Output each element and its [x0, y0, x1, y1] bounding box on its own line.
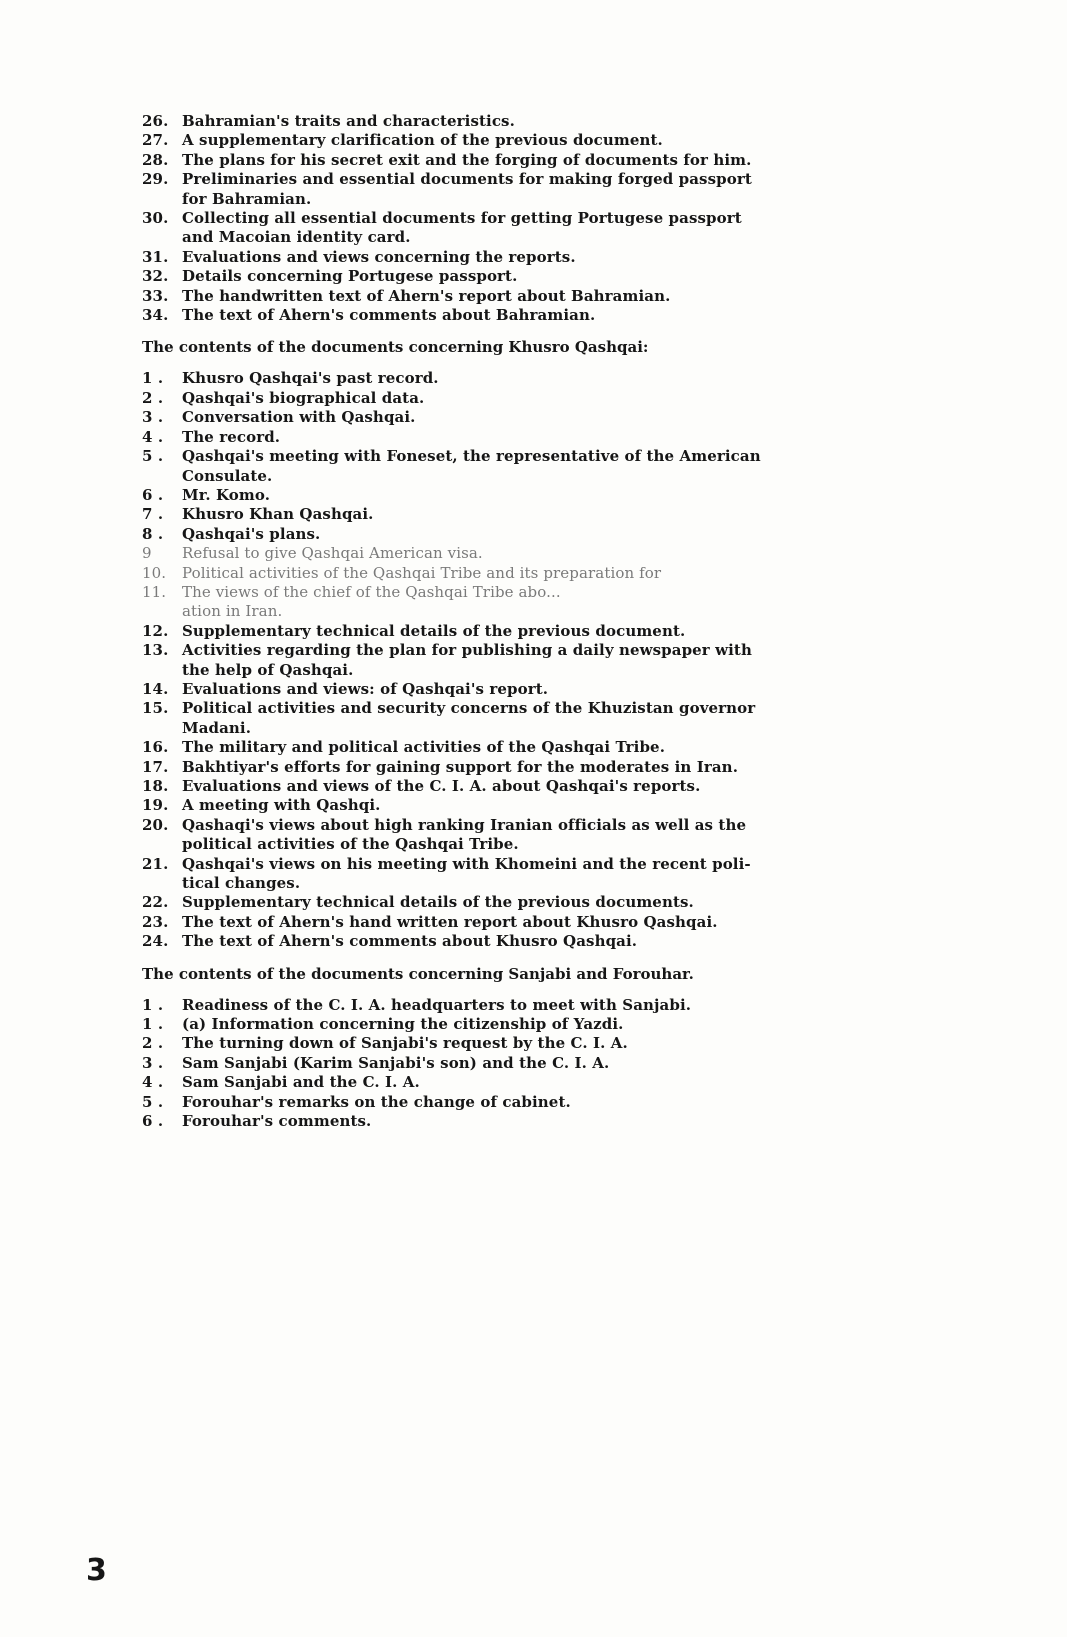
item-text: Qashqai's biographical data.	[182, 388, 425, 407]
list-item	[142, 796, 862, 815]
item-number: 26.	[142, 112, 169, 130]
item-number: 18.	[142, 777, 169, 795]
item-text: Refusal to give Qashqai American visa.	[182, 544, 483, 563]
list-item	[142, 408, 862, 427]
list-item	[142, 699, 862, 738]
item-number: 12.	[142, 621, 169, 640]
item-number: 32.	[142, 267, 169, 286]
list-item	[142, 267, 862, 286]
list-item	[142, 369, 862, 388]
item-text: Bahramian's traits and characteristics.	[182, 112, 515, 130]
list-item	[142, 131, 862, 150]
item-number: 13.	[142, 641, 169, 660]
list-item	[142, 738, 862, 757]
list-item	[142, 1034, 862, 1053]
list-bahramian	[142, 112, 862, 325]
item-text: Evaluations and views of the C. I. A. about Qashqai's reports.	[182, 777, 701, 795]
item-number: 24.	[142, 932, 169, 951]
heading-qashqai: The contents of the documents concerning Khusro Qashqai:	[142, 338, 649, 357]
item-number: 16.	[142, 738, 169, 757]
item-text: The handwritten text of Ahern's report about Bahramian.	[182, 286, 671, 305]
item-number: 2 .	[142, 388, 164, 407]
list-item	[142, 893, 862, 912]
item-number: 17.	[142, 757, 169, 776]
heading-sanjabi: The contents of the documents concerning Sanjabi and Forouhar.	[142, 964, 694, 983]
item-text: Evaluations and views: of Qashqai's report.	[182, 679, 549, 698]
item-text: Political activities and security concerns of the Khuzistan governor Madani.	[182, 699, 756, 737]
item-number: 5 .	[142, 447, 164, 466]
item-number: 8 .	[142, 524, 164, 543]
item-number: 28.	[142, 150, 169, 169]
item-text: Political activities of the Qashqai Tribe and its preparation for	[182, 563, 662, 582]
item-text: A supplementary clarification of the previous document.	[182, 131, 663, 150]
item-text: Khusro Qashqai's past record.	[182, 369, 439, 388]
item-text: Qashqai's plans.	[182, 524, 321, 543]
item-text: The text of Ahern's hand written report about Khusro Qashqai.	[182, 912, 718, 931]
item-text: Forouhar's comments.	[182, 1112, 372, 1131]
item-number: 3 .	[142, 1053, 164, 1072]
item-text: The military and political activities of the Qashqai Tribe.	[182, 738, 666, 757]
item-number: 1 .	[142, 995, 164, 1014]
list-item	[142, 287, 862, 306]
item-number: 1 .	[142, 1015, 164, 1034]
item-text: Bakhtiyar's efforts for gaining support for the moderates in Iran.	[182, 757, 739, 776]
item-number: 4 .	[142, 1073, 164, 1092]
item-text: The turning down of Sanjabi's request by the C. I. A.	[182, 1034, 628, 1053]
list-item	[142, 544, 862, 563]
item-text: Sam Sanjabi and the C. I. A.	[182, 1073, 420, 1092]
item-text: Supplementary technical details of the previous documents.	[182, 893, 694, 912]
list-item	[142, 913, 862, 932]
item-text: Readiness of the C. I. A. headquarters to meet with Sanjabi.	[182, 995, 692, 1014]
item-number: 27.	[142, 131, 169, 150]
list-item	[142, 996, 862, 1015]
item-text: (a) Information concerning the citizenship of Yazdi.	[182, 1015, 624, 1034]
item-number: 14.	[142, 679, 169, 698]
item-number: 15.	[142, 699, 169, 718]
item-number: 1 .	[142, 369, 164, 388]
item-number: 30.	[142, 209, 169, 228]
item-number: 20.	[142, 815, 169, 834]
document-body	[142, 112, 862, 1132]
list-item	[142, 1015, 862, 1034]
item-text: Collecting all essential documents for getting Portugese passport and Macoian identity card.	[182, 209, 742, 247]
item-text: Activities regarding the plan for publishing a daily newspaper with the help of Qashqai.	[182, 641, 752, 679]
list-item	[142, 583, 862, 622]
item-number: 23.	[142, 912, 169, 931]
item-text: The views of the chief of the Qashqai Tribe abo... ation in Iran.	[182, 582, 561, 621]
item-text: Mr. Komo.	[182, 485, 271, 504]
item-number: 33.	[142, 286, 169, 305]
item-number: 6 .	[142, 1112, 164, 1131]
list-item	[142, 525, 862, 544]
list-item	[142, 151, 862, 170]
item-text: Sam Sanjabi (Karim Sanjabi's son) and the C. I. A.	[182, 1053, 610, 1072]
item-text: The text of Ahern's comments about Bahramian.	[182, 306, 596, 325]
list-item	[142, 1054, 862, 1073]
item-number: 29.	[142, 170, 169, 189]
item-text: Preliminaries and essential documents for making forged passport for Bahramian.	[182, 170, 752, 208]
item-number: 7 .	[142, 505, 164, 524]
list-item	[142, 564, 862, 583]
item-number: 3 .	[142, 408, 164, 427]
item-number: 22.	[142, 893, 169, 912]
item-text: Evaluations and views concerning the reports.	[182, 247, 576, 266]
list-item	[142, 428, 862, 447]
item-number: 10.	[142, 563, 167, 582]
item-text: Conversation with Qashqai.	[182, 408, 416, 427]
list-item	[142, 209, 862, 248]
item-text: The record.	[182, 427, 281, 446]
list-item	[142, 1112, 862, 1131]
list-item	[142, 112, 862, 131]
item-text: Qashqai's meeting with Foneset, the representative of the American Consulate.	[182, 447, 761, 485]
list-item	[142, 855, 862, 894]
list-item	[142, 641, 862, 680]
item-number: 9	[142, 544, 152, 563]
list-item	[142, 680, 862, 699]
list-item	[142, 389, 862, 408]
item-number: 21.	[142, 854, 169, 873]
list-item	[142, 170, 862, 209]
list-item	[142, 816, 862, 855]
item-text: The text of Ahern's comments about Khusro Qashqai.	[182, 932, 638, 951]
list-item	[142, 622, 862, 641]
item-number: 11.	[142, 582, 167, 601]
scan-speck	[975, 540, 981, 544]
list-item	[142, 447, 862, 486]
item-number: 2 .	[142, 1034, 164, 1053]
item-number: 6 .	[142, 485, 164, 504]
list-qashqai	[142, 369, 862, 951]
item-text: Forouhar's remarks on the change of cabinet.	[182, 1092, 571, 1111]
list-item	[142, 758, 862, 777]
list-item	[142, 932, 862, 951]
list-item	[142, 306, 862, 325]
item-text: A meeting with Qashqi.	[182, 796, 381, 815]
item-text: Qashqai's views on his meeting with Khomeini and the recent poli- tical changes.	[182, 854, 751, 893]
list-sanjabi-forouhar	[142, 996, 862, 1132]
item-text: Details concerning Portugese passport.	[182, 267, 518, 286]
list-item	[142, 1073, 862, 1092]
item-number: 19.	[142, 796, 169, 815]
list-item	[142, 777, 862, 796]
item-text: Qashaqi's views about high ranking Iranian officials as well as the political activities of the Qashqai Tribe.	[182, 815, 747, 854]
list-item	[142, 486, 862, 505]
item-number: 34.	[142, 306, 169, 325]
list-item	[142, 248, 862, 267]
item-number: 31.	[142, 247, 169, 266]
item-text: Khusro Khan Qashqai.	[182, 505, 374, 524]
page-number: 3	[86, 1553, 107, 1588]
item-text: Supplementary technical details of the previous document.	[182, 621, 686, 640]
item-text: The plans for his secret exit and the forging of documents for him.	[182, 150, 752, 169]
item-number: 4 .	[142, 427, 164, 446]
list-item	[142, 1093, 862, 1112]
list-item	[142, 505, 862, 524]
item-number: 5 .	[142, 1092, 164, 1111]
